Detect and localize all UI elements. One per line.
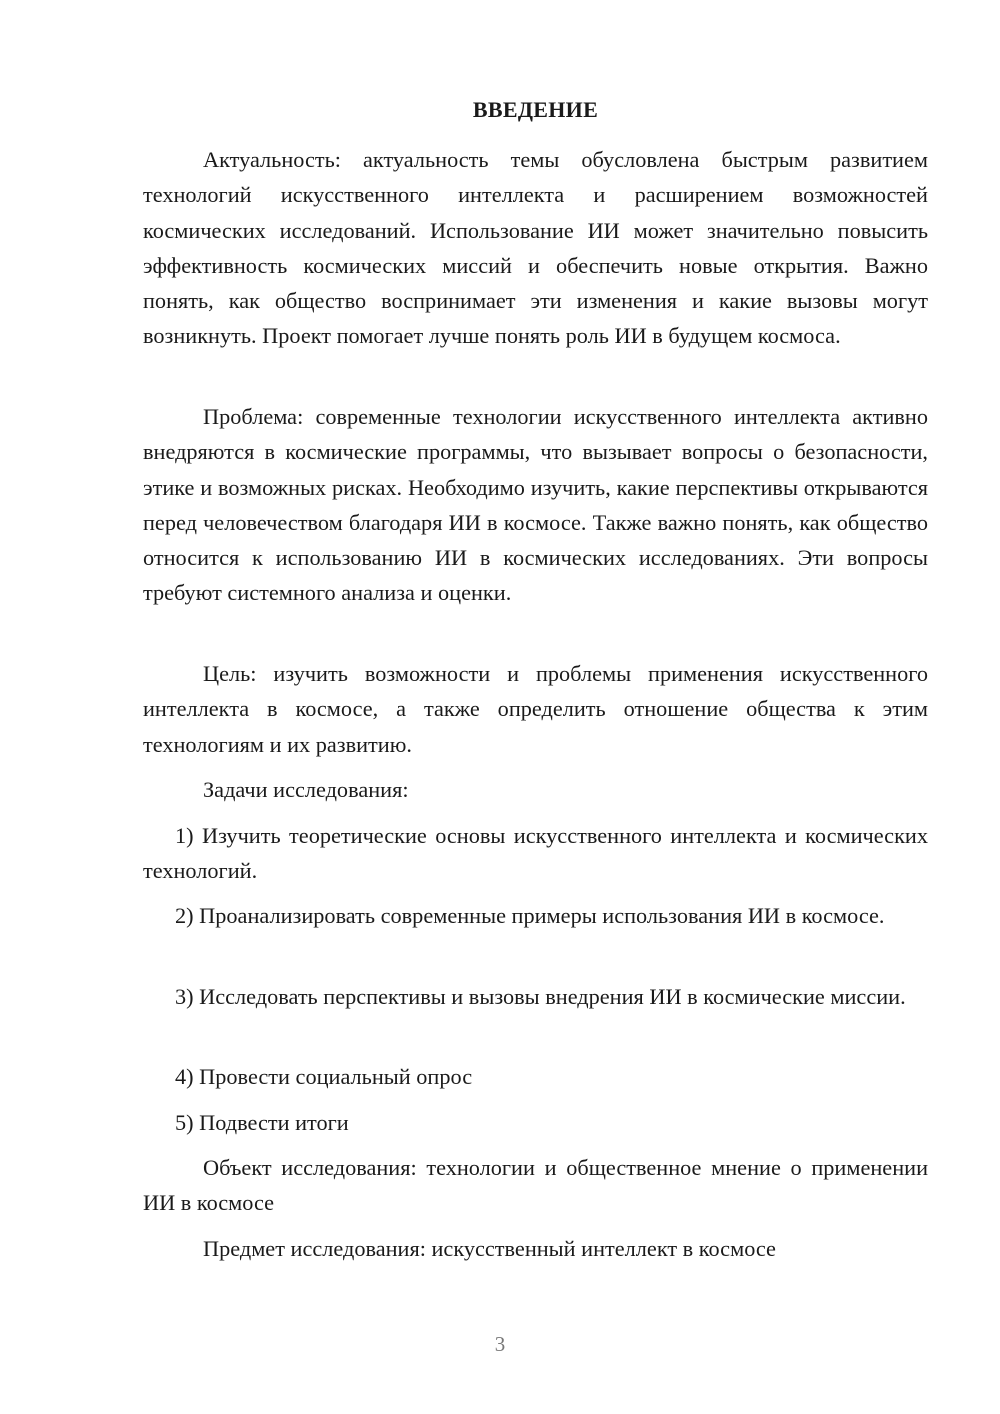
task-item-1: 1) Изучить теоретические основы искусственного интеллекта и космических технологий. <box>143 823 928 884</box>
relevance-paragraph: Актуальность: актуальность темы обусловлена быстрым развитием технологий искусственного интеллекта и расширением возможностей космических исследований. Использование ИИ может значительно повысить эффективность космических миссий и обеспечить новые открытия. Важно понять, как общество воспринимает эти изменения и какие вызовы могут возникнуть. Проект помогает лучше понять роль ИИ в будущем космоса. <box>143 147 928 349</box>
task-item-4: 4) Провести социальный опрос <box>175 1064 473 1089</box>
problem-paragraph: Проблема: современные технологии искусственного интеллекта активно внедряются в космические программы, что вызывает вопросы о безопасности, этике и возможных рисках. Необходимо изучить, какие перспективы открываются перед человечеством благодаря ИИ в космосе. Также важно понять, как общество относится к использованию ИИ в космических исследованиях. Эти вопросы требуют системного анализа и оценки. <box>143 404 928 606</box>
task-item-2: 2) Проанализировать современные примеры использования ИИ в космосе. <box>175 903 885 928</box>
tasks-heading: Задачи исследования: <box>203 777 409 802</box>
section-title: ВВЕДЕНИЕ <box>472 97 599 122</box>
task-item-5: 5) Подвести итоги <box>175 1110 349 1135</box>
task-item-3: 3) Исследовать перспективы и вызовы внедрения ИИ в космические миссии. <box>175 984 906 1009</box>
page-number: 3 <box>494 1332 506 1356</box>
object-paragraph: Объект исследования: технологии и общественное мнение о применении ИИ в космосе <box>143 1155 928 1216</box>
subject-paragraph: Предмет исследования: искусственный интеллект в космосе <box>203 1236 776 1261</box>
goal-paragraph: Цель: изучить возможности и проблемы применения искусственного интеллекта в космосе, а также определить отношение общества к этим технологиям и их развитию. <box>143 661 928 757</box>
